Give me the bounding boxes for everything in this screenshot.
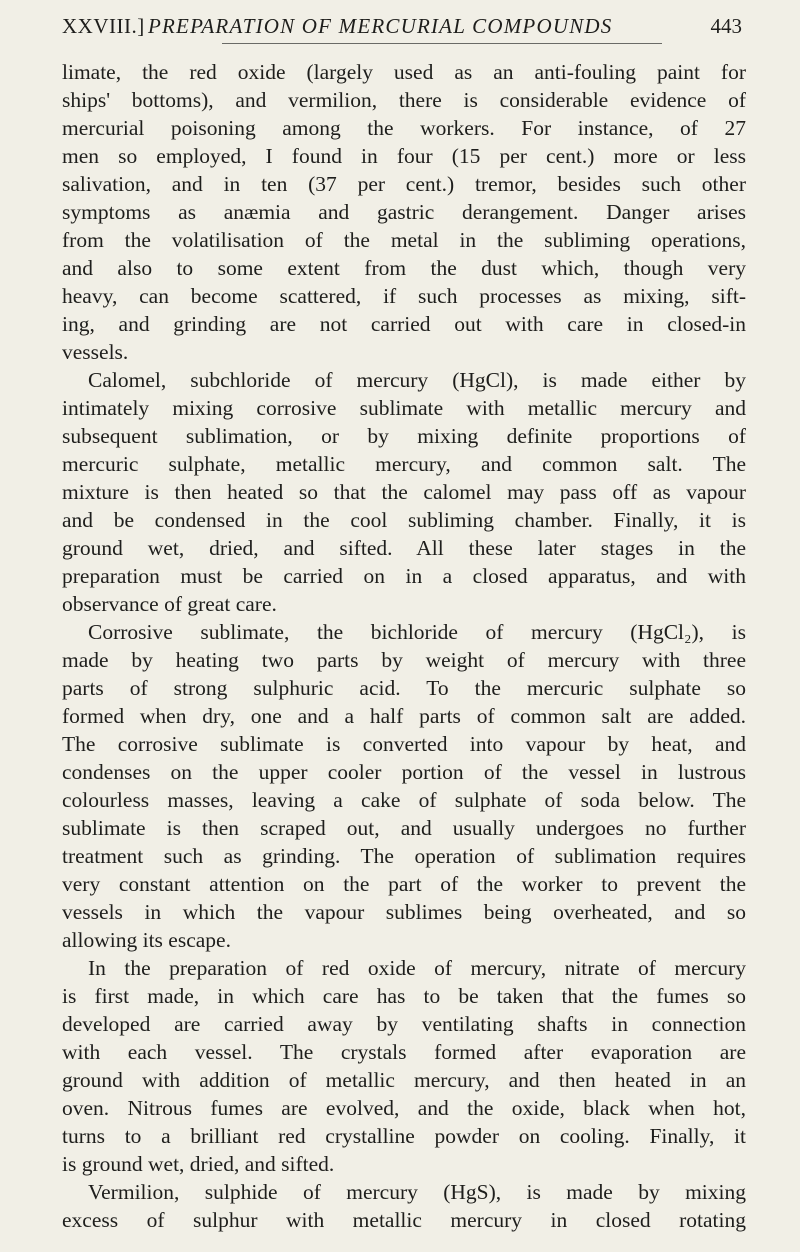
text-line: developed are carried away by ventilating shafts in connection: [62, 1012, 746, 1036]
paragraph-start-line: Corrosive sublimate, the bichloride of mercury (HgCl₂), is: [88, 620, 746, 644]
text-line: made by heating two parts by weight of mercury with three: [62, 648, 746, 672]
text-line: mixture is then heated so that the calomel may pass off as vapour: [62, 480, 746, 504]
text-line: from the volatilisation of the metal in the subliming operations,: [62, 228, 746, 252]
text-line: with each vessel. The crystals formed after evaporation are: [62, 1040, 746, 1064]
body-text: [62, 58, 746, 1234]
text-line: parts of strong sulphuric acid. To the mercuric sulphate so: [62, 676, 746, 700]
running-head: [62, 12, 742, 40]
text-line: symptoms as anæmia and gastric derangement. Danger arises: [62, 200, 746, 224]
text-line: is ground wet, dried, and sifted.: [62, 1152, 335, 1176]
text-line: mercuric sulphate, metallic mercury, and common salt. The: [62, 452, 746, 476]
text-line: is first made, in which care has to be taken that the fumes so: [62, 984, 746, 1008]
text-line: allowing its escape.: [62, 928, 231, 952]
text-line: oven. Nitrous fumes are evolved, and the oxide, black when hot,: [62, 1096, 746, 1120]
text-line: ing, and grinding are not carried out with care in closed-in: [62, 312, 746, 336]
text-line: heavy, can become scattered, if such processes as mixing, sift-: [62, 284, 746, 308]
text-line: and be condensed in the cool subliming chamber. Finally, it is: [62, 508, 746, 532]
text-line: ground wet, dried, and sifted. All these later stages in the: [62, 536, 746, 560]
text-line: observance of great care.: [62, 592, 277, 616]
text-line: limate, the red oxide (largely used as an anti-fouling paint for: [62, 60, 746, 84]
running-title: PREPARATION OF MERCURIAL COMPOUNDS: [148, 14, 613, 38]
text-line: mercurial poisoning among the workers. For instance, of 27: [62, 116, 746, 140]
chapter-number: XXVIII.]: [62, 14, 145, 38]
text-line: formed when dry, one and a half parts of common salt are added.: [62, 704, 746, 728]
text-line: ground with addition of metallic mercury, and then heated in an: [62, 1068, 746, 1092]
text-line: vessels.: [62, 340, 129, 364]
text-line: salivation, and in ten (37 per cent.) tremor, besides such other: [62, 172, 746, 196]
text-line: treatment such as grinding. The operation of sublimation requires: [62, 844, 746, 868]
paragraph-start-line: Vermilion, sulphide of mercury (HgS), is made by mixing: [88, 1180, 746, 1204]
text-line: ships' bottoms), and vermilion, there is considerable evidence of: [62, 88, 746, 112]
text-line: vessels in which the vapour sublimes being overheated, and so: [62, 900, 746, 924]
text-line: preparation must be carried on in a closed apparatus, and with: [62, 564, 746, 588]
text-line: very constant attention on the part of the worker to prevent the: [62, 872, 746, 896]
page-number: 443: [710, 14, 742, 38]
text-line: men so employed, I found in four (15 per cent.) more or less: [62, 144, 746, 168]
text-line: excess of sulphur with metallic mercury in closed rotating: [62, 1208, 746, 1232]
header-rule: [222, 43, 662, 44]
text-line: subsequent sublimation, or by mixing definite proportions of: [62, 424, 746, 448]
text-line: turns to a brilliant red crystalline powder on cooling. Finally, it: [62, 1124, 746, 1148]
text-line: sublimate is then scraped out, and usually undergoes no further: [62, 816, 746, 840]
text-line: colourless masses, leaving a cake of sulphate of soda below. The: [62, 788, 746, 812]
paragraph-start-line: In the preparation of red oxide of mercury, nitrate of mercury: [88, 956, 746, 980]
text-line: intimately mixing corrosive sublimate with metallic mercury and: [62, 396, 746, 420]
text-line: The corrosive sublimate is converted into vapour by heat, and: [62, 732, 746, 756]
text-line: and also to some extent from the dust which, though very: [62, 256, 746, 280]
paragraph-start-line: Calomel, subchloride of mercury (HgCl), is made either by: [88, 368, 746, 392]
text-line: condenses on the upper cooler portion of the vessel in lustrous: [62, 760, 746, 784]
